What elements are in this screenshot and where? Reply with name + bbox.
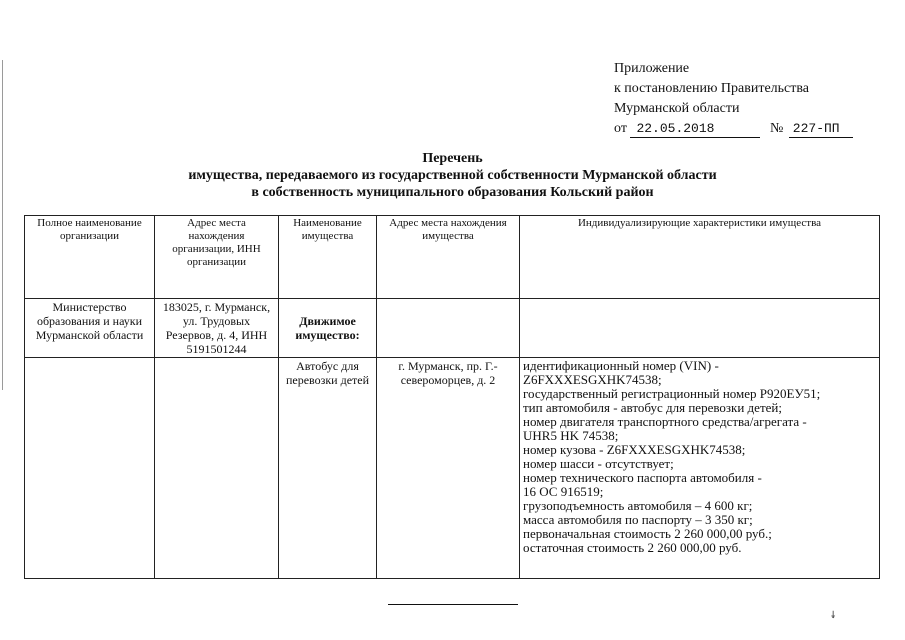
org-address-cell: 183025, г. Мурманск, ул. Трудовых Резервов, д. 4, ИНН 5191501244 [155,299,279,358]
characteristic-line: UHR5 HK 74538; [523,428,619,443]
document-title [0,150,905,201]
characteristic-line: государственный регистрационный номер Р920ЕУ51; [523,386,821,401]
header-org-name: Полное наименование организации [25,216,155,299]
table-header-row [25,216,880,299]
characteristic-line: первоначальная стоимость 2 260 000,00 руб.; [523,526,772,541]
table-row [25,299,880,358]
page-edge-mark [2,60,3,390]
characteristic-line: номер кузова - Z6FXXXESGXHK74538; [523,442,746,457]
title-line-2: имущества, передаваемого из государственной собственности Мурманской области [188,168,717,183]
header-property-location: Адрес места нахождения имущества [377,216,520,299]
approval-line-1: Приложение [614,61,690,76]
item-characteristics-cell [520,358,880,579]
header-org-address: Адрес места нахождения организации, ИНН организации [155,216,279,299]
characteristic-line: тип автомобиля - автобус для перевозки детей; [523,400,782,415]
property-table [24,215,880,579]
empty-cell [25,358,155,579]
characteristic-line: номер двигателя транспортного средства/агрегата - [523,414,807,429]
title-line-3: в собственность муниципального образования Кольский район [251,185,654,200]
empty-cell [520,299,880,358]
approval-line-3: Мурманской области [614,101,740,116]
property-type-cell: Движимое имущество: [279,299,377,358]
characteristic-line: номер технического паспорта автомобиля - [523,470,762,485]
approval-number: 227-ПП [789,121,853,138]
approval-date: 22.05.2018 [630,121,760,138]
characteristic-line: Z6FXXXESGXHK74538; [523,372,662,387]
characteristic-line: грузоподъемность автомобиля – 4 600 кг; [523,498,753,513]
approval-block [614,59,853,139]
item-name-cell: Автобус для перевозки детей [279,358,377,579]
characteristic-line: остаточная стоимость 2 260 000,00 руб. [523,540,742,555]
number-sign: № [769,121,784,136]
corner-mark: ↡ [829,610,838,621]
empty-cell [155,358,279,579]
header-characteristics: Индивидуализирующие характеристики имущества [520,216,880,299]
org-name-cell: Министерство образования и науки Мурманской области [25,299,155,358]
characteristic-line: идентификационный номер (VIN) - [523,358,719,373]
title-line-1: Перечень [422,151,483,166]
characteristic-line: масса автомобиля по паспорту – 3 350 кг; [523,512,753,527]
characteristic-line: номер шасси - отсутствует; [523,456,674,471]
item-location-cell: г. Мурманск, пр. Г.-североморцев, д. 2 [377,358,520,579]
date-prefix: от [614,121,627,136]
end-separator-line [388,604,518,605]
approval-date-line [614,119,853,139]
characteristic-line: 16 ОС 916519; [523,484,604,499]
empty-cell [377,299,520,358]
approval-line-2: к постановлению Правительства [614,81,810,96]
table-row [25,358,880,579]
header-property-name: Наименование имущества [279,216,377,299]
